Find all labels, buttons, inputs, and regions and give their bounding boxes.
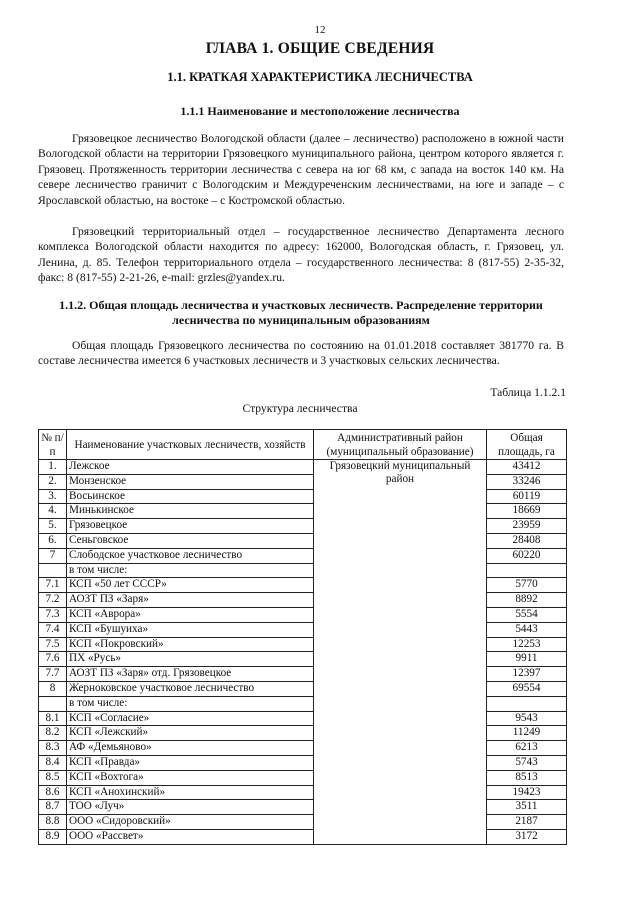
header-name: Наименование участковых лесничеств, хозяйств (67, 430, 314, 460)
table-body (39, 460, 567, 845)
row-forestry-name: КСП «Согласие» (67, 711, 314, 726)
table-row (39, 770, 567, 785)
row-forestry-name: КСП «Правда» (67, 755, 314, 770)
row-number: 7.6 (39, 652, 67, 667)
table-row (39, 667, 567, 682)
header-area: Общая площадь, га (487, 430, 567, 460)
row-area: 2187 (487, 815, 567, 830)
paragraph-location: Грязовецкое лесничество Вологодской области (далее – лесничество) расположено в южной части Вологодской области на территории Грязовецкого муниципального района, центром которого является г. Грязовец. Протяженность территории лесничества с севера на юг 68 км, с запада на восток 140 км. На севере лесничество граничит с Вологодским и Междуреченским лесничествами, на юге и западе – с Ярославской областью, на востоке – с Костромской областью. (38, 132, 564, 207)
table-row (39, 622, 567, 637)
admin-district-cell: Грязовецкий муниципальный район (314, 460, 487, 845)
row-area: 5443 (487, 622, 567, 637)
table-row (39, 755, 567, 770)
row-area: 9911 (487, 652, 567, 667)
table-row (39, 652, 567, 667)
row-area: 8892 (487, 593, 567, 608)
row-area (487, 563, 567, 578)
table-row (39, 800, 567, 815)
row-number: 8.8 (39, 815, 67, 830)
table-row (39, 711, 567, 726)
table-row (39, 489, 567, 504)
row-area: 3172 (487, 829, 567, 844)
page-number: 12 (314, 24, 326, 36)
row-forestry-name: КСП «Бушуиха» (67, 622, 314, 637)
row-forestry-name: ООО «Рассвет» (67, 829, 314, 844)
row-number: 8.9 (39, 829, 67, 844)
row-number: 7.3 (39, 607, 67, 622)
row-number: 8.3 (39, 741, 67, 756)
row-number: 4. (39, 504, 67, 519)
table-row (39, 681, 567, 696)
row-area: 11249 (487, 726, 567, 741)
row-forestry-name: Сеньговское (67, 533, 314, 548)
subsection-title-area: 1.1.2. Общая площадь лесничества и участковых лесничеств. Распределение территории лесничества по муниципальным образованиям (59, 298, 543, 327)
row-forestry-name: КСП «Лежский» (67, 726, 314, 741)
row-area: 60119 (487, 489, 567, 504)
row-area: 8513 (487, 770, 567, 785)
table-row (39, 519, 567, 534)
row-number: 8 (39, 681, 67, 696)
table-row (39, 815, 567, 830)
row-forestry-name: Монзенское (67, 474, 314, 489)
row-forestry-name: КСП «Аврора» (67, 607, 314, 622)
row-number (39, 563, 67, 578)
paragraph-total-area: Общая площадь Грязовецкого лесничества по состоянию на 01.01.2018 составляет 381770 га. В составе лесничества имеется 6 участковых лесничеств и 3 участковых сельских лесничества. (38, 339, 564, 368)
row-number: 2. (39, 474, 67, 489)
row-forestry-name: Минькинское (67, 504, 314, 519)
row-forestry-name: ООО «Сидоровский» (67, 815, 314, 830)
table-row (39, 637, 567, 652)
row-area: 60220 (487, 548, 567, 563)
row-area: 9543 (487, 711, 567, 726)
row-forestry-name: КСП «Покровский» (67, 637, 314, 652)
row-number: 3. (39, 489, 67, 504)
row-area: 33246 (487, 474, 567, 489)
table-row (39, 533, 567, 548)
row-area: 12397 (487, 667, 567, 682)
table-row (39, 593, 567, 608)
paragraph-address: Грязовецкий территориальный отдел – государственное лесничество Департамента лесного комплекса Вологодской области находится по адресу: 162000, Вологодская область, г. Грязовец, ул. Ленина, д. 85. Телефон территориального отдела – государственного лесничества: 8 (817-55) 2-35-32, факс: 8 (817-55) 2-21-26, e-mail: grzles@yandex.ru. (38, 225, 564, 285)
table-row (39, 607, 567, 622)
chapter-title: ГЛАВА 1. ОБЩИЕ СВЕДЕНИЯ (205, 40, 435, 57)
row-area: 6213 (487, 741, 567, 756)
row-number: 8.4 (39, 755, 67, 770)
header-admin: Административный район (муниципальный образование) (314, 430, 487, 460)
row-number: 8.2 (39, 726, 67, 741)
row-number: 7.7 (39, 667, 67, 682)
subsection-title-location: 1.1.1 Наименование и местоположение лесничества (180, 104, 460, 118)
table-row (39, 563, 567, 578)
table-header-row (39, 430, 567, 460)
row-number (39, 696, 67, 711)
forestry-structure-table (38, 429, 567, 845)
table-row (39, 460, 567, 475)
row-forestry-name: Грязовецкое (67, 519, 314, 534)
header-num: № п/п (39, 430, 67, 460)
table-row (39, 474, 567, 489)
row-area: 5554 (487, 607, 567, 622)
row-forestry-name: Слободское участковое лесничество (67, 548, 314, 563)
row-area: 18669 (487, 504, 567, 519)
row-area: 5743 (487, 755, 567, 770)
row-forestry-name: ПХ «Русь» (67, 652, 314, 667)
table-row (39, 578, 567, 593)
table-row (39, 726, 567, 741)
table-row (39, 548, 567, 563)
table-number: Таблица 1.1.2.1 (490, 386, 566, 399)
row-area: 23959 (487, 519, 567, 534)
row-forestry-name: в том числе: (67, 563, 314, 578)
table-title: Структура лесничества (242, 402, 358, 415)
row-forestry-name: КСП «Вохтога» (67, 770, 314, 785)
row-area: 28408 (487, 533, 567, 548)
row-area: 3511 (487, 800, 567, 815)
row-number: 5. (39, 519, 67, 534)
table-row (39, 504, 567, 519)
row-forestry-name: АОЗТ ПЗ «Заря» отд. Грязовецкое (67, 667, 314, 682)
row-area: 19423 (487, 785, 567, 800)
row-number: 7.2 (39, 593, 67, 608)
table-row (39, 829, 567, 844)
row-forestry-name: ТОО «Луч» (67, 800, 314, 815)
row-number: 7 (39, 548, 67, 563)
table-row (39, 696, 567, 711)
row-forestry-name: КСП «Анохинский» (67, 785, 314, 800)
row-forestry-name: КСП «50 лет СССР» (67, 578, 314, 593)
row-area: 69554 (487, 681, 567, 696)
section-title: 1.1. КРАТКАЯ ХАРАКТЕРИСТИКА ЛЕСНИЧЕСТВА (167, 70, 473, 84)
row-number: 6. (39, 533, 67, 548)
row-area: 5770 (487, 578, 567, 593)
row-number: 8.7 (39, 800, 67, 815)
row-number: 8.6 (39, 785, 67, 800)
row-number: 7.1 (39, 578, 67, 593)
table-row (39, 785, 567, 800)
row-forestry-name: АФ «Демьяново» (67, 741, 314, 756)
row-forestry-name: Восьинское (67, 489, 314, 504)
row-forestry-name: АОЗТ ПЗ «Заря» (67, 593, 314, 608)
row-number: 7.5 (39, 637, 67, 652)
row-forestry-name: Жерноковское участковое лесничество (67, 681, 314, 696)
row-area: 12253 (487, 637, 567, 652)
row-number: 8.5 (39, 770, 67, 785)
row-forestry-name: Лежское (67, 460, 314, 475)
row-forestry-name: в том числе: (67, 696, 314, 711)
row-number: 8.1 (39, 711, 67, 726)
table-row (39, 741, 567, 756)
row-number: 7.4 (39, 622, 67, 637)
row-area: 43412 (487, 460, 567, 475)
row-area (487, 696, 567, 711)
row-number: 1. (39, 460, 67, 475)
